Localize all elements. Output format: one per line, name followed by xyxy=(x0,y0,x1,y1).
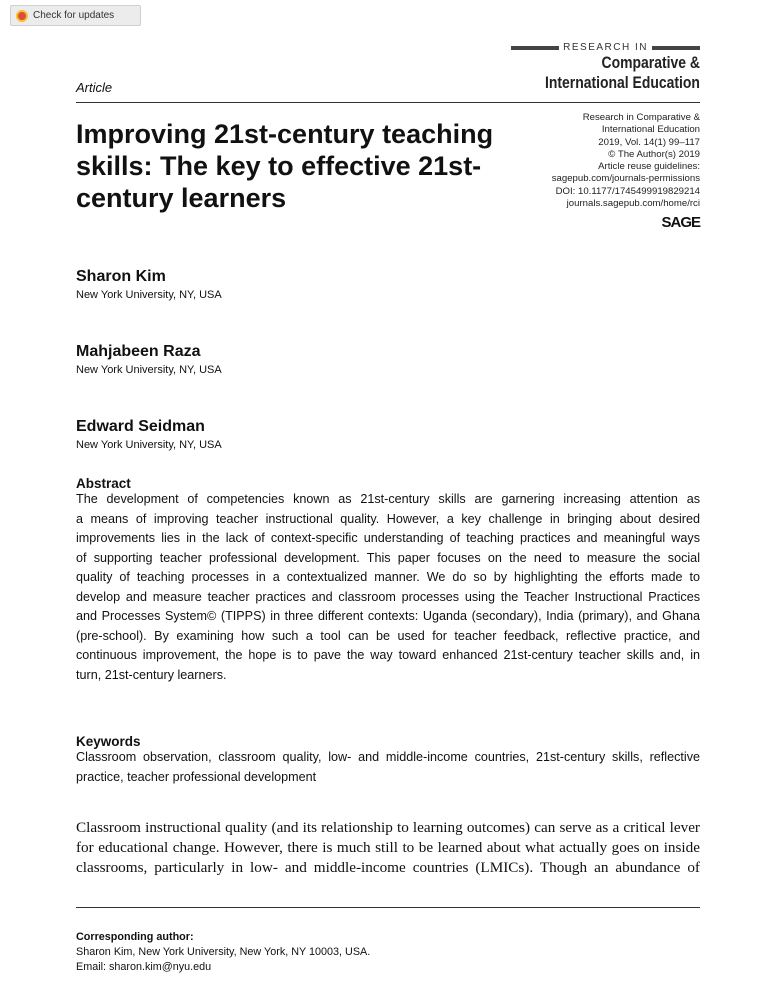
meta-line: © The Author(s) 2019 xyxy=(608,148,700,160)
abstract-line: and Processes System© (TIPPS) in three different contexts: Uganda (secondary), India (primary), and Ghana xyxy=(76,609,700,623)
logo-bar-left xyxy=(511,46,559,50)
abstract-line: develop and measure teacher practices and classroom processes using the Teacher Instructional Practices xyxy=(76,589,700,604)
sage-logo xyxy=(661,214,700,231)
abstract-text xyxy=(76,490,700,685)
keywords-line: Classroom observation, classroom quality, low- and middle-income countries, 21st-century skills, reflective xyxy=(76,750,700,764)
abstract-line: The development of competencies known as 21st-century skills are garnering increasing attention as xyxy=(76,492,700,506)
corresponding-address: Sharon Kim, New York University, New York, NY 10003, USA. xyxy=(76,946,371,958)
author-affiliation: New York University, NY, USA xyxy=(76,364,222,376)
check-for-updates-button[interactable] xyxy=(10,5,141,26)
keywords-line: practice, teacher professional development xyxy=(76,769,317,784)
footnote-rule xyxy=(76,907,700,908)
keywords-text xyxy=(76,748,700,787)
meta-line: Research in Comparative & xyxy=(582,112,700,123)
header-rule xyxy=(76,102,700,103)
corresponding-email[interactable]: Email: sharon.kim@nyu.edu xyxy=(76,961,212,973)
abstract-line: quality of teaching processes in a contextualized manner. We do so by highlighting the efforts made to xyxy=(76,570,700,584)
abstract-line: of supporting teacher professional development. This paper focuses on the need to measure the social xyxy=(76,550,700,565)
abstract-line: turn, 21st-century learners. xyxy=(76,667,227,682)
abstract-line: (pre-school). By examining how such a tool can be used for teacher feedback, reflective practice, and xyxy=(76,628,700,643)
author-affiliation: New York University, NY, USA xyxy=(76,289,222,301)
logo-research-in: RESEARCH IN xyxy=(563,42,648,53)
meta-line: Article reuse guidelines: xyxy=(598,161,700,173)
logo-bar-right xyxy=(652,46,700,50)
doi-link[interactable]: DOI: 10.1177/1745499919829214 xyxy=(555,185,700,197)
body-paragraph xyxy=(76,818,700,878)
abstract-line: a means of improving teacher instructional quality. However, a key challenge in bringing about desired xyxy=(76,511,700,526)
permissions-link[interactable]: sagepub.com/journals-permissions xyxy=(551,173,700,185)
author-name: Edward Seidman xyxy=(76,418,205,435)
journal-link[interactable]: journals.sagepub.com/home/rci xyxy=(566,198,700,210)
abstract-line: continuous improvement, the hope is to pave the way toward enhanced 21st-century teacher skills and, in xyxy=(76,648,700,662)
journal-logo xyxy=(511,42,700,93)
logo-name-line2: International Education xyxy=(545,73,700,92)
author-name: Mahjabeen Raza xyxy=(76,343,201,360)
logo-name-line1: Comparative & xyxy=(601,53,700,72)
meta-line: International Education xyxy=(601,124,700,136)
author-name: Sharon Kim xyxy=(76,268,166,285)
body-line: classrooms, particularly in low- and middle-income countries (LMICs). Though an abundance of xyxy=(76,859,700,876)
paper-title xyxy=(76,118,526,214)
corresponding-heading: Corresponding author: xyxy=(76,931,194,943)
author-affiliation: New York University, NY, USA xyxy=(76,439,222,451)
title-line: Improving 21st-century teaching xyxy=(76,119,494,149)
sage-logo-text: SAGE xyxy=(661,214,700,231)
crossmark-icon xyxy=(16,10,28,22)
abstract-heading: Abstract xyxy=(76,476,131,491)
abstract-line: improvements lies in the lack of context-specific understanding of teaching practices and meaningful ways xyxy=(76,531,700,545)
meta-line: 2019, Vol. 14(1) 99–117 xyxy=(598,136,700,148)
body-line: Classroom instructional quality (and its relationship to learning outcomes) can serve as a critical lever xyxy=(76,819,700,836)
title-line: skills: The key to effective 21st- xyxy=(76,151,482,181)
title-line: century learners xyxy=(76,183,287,213)
corresponding-author xyxy=(76,930,370,975)
keywords-heading: Keywords xyxy=(76,734,141,749)
article-type: Article xyxy=(76,80,113,95)
body-line: for educational change. However, there is much still to be learned about what actually goes on inside xyxy=(76,839,700,856)
check-for-updates-label: Check for updates xyxy=(33,10,115,21)
journal-metadata xyxy=(552,112,700,210)
